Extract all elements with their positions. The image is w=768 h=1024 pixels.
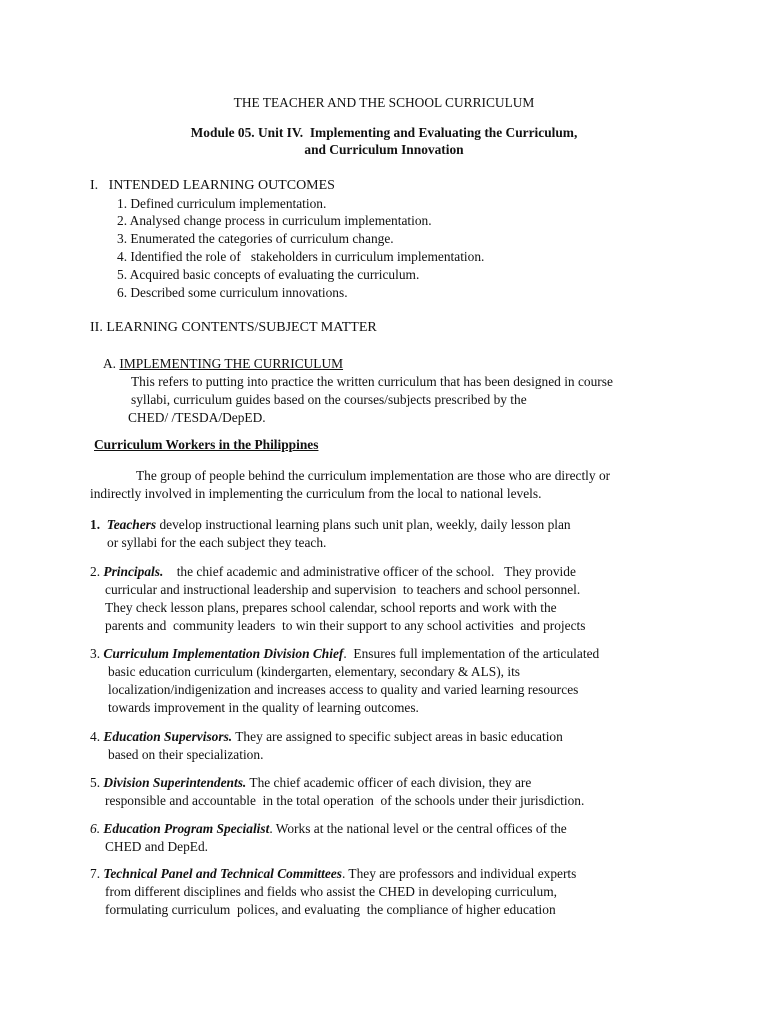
- workers-intro-line: The group of people behind the curriculum implementation are those who are directly or: [136, 468, 611, 483]
- worker-item-program-specialist: [90, 820, 567, 838]
- outcome-item: 6. Described some curriculum innovations.: [117, 285, 348, 300]
- worker-item-division-chief: [90, 645, 599, 663]
- worker-item-division-superintendents: [90, 774, 531, 792]
- outcome-item: 3. Enumerated the categories of curriculum change.: [117, 231, 394, 246]
- worker-item-text-line: based on their specialization.: [108, 747, 264, 762]
- worker-item-text-line: They check lesson plans, prepares school calendar, school reports and work with the: [105, 600, 557, 615]
- worker-item-term: Education Program Specialist: [103, 821, 270, 836]
- worker-item-text: . Ensures full implementation of the articulated: [343, 646, 600, 661]
- document-title: THE TEACHER AND THE SCHOOL CURRICULUM: [233, 95, 535, 110]
- worker-item-text: They are assigned to specific subject areas in basic education: [232, 729, 563, 744]
- worker-item-text: . They are professors and individual experts: [341, 866, 577, 881]
- worker-item-text-line: formulating curriculum polices, and evaluating the compliance of higher education: [105, 902, 556, 917]
- worker-item-number: 6.: [90, 821, 101, 836]
- worker-item-text-line: towards improvement in the quality of learning outcomes.: [108, 700, 419, 715]
- outcome-item: 4. Identified the role of stakeholders in curriculum implementation.: [117, 249, 485, 264]
- worker-item-text-line: basic education curriculum (kindergarten, elementary, secondary & ALS), its: [108, 664, 520, 679]
- contents-heading: II. LEARNING CONTENTS/SUBJECT MATTER: [90, 320, 377, 335]
- worker-item-education-supervisors: [90, 728, 563, 746]
- worker-item-technical-panel: [90, 865, 576, 883]
- worker-item-number: 1.: [90, 517, 101, 532]
- worker-item-term: Division Superintendents.: [103, 775, 247, 790]
- worker-item-text-line: localization/indigenization and increases access to quality and varied learning resources: [108, 682, 579, 697]
- worker-item-principals: [90, 563, 576, 581]
- worker-item-number: 3.: [90, 646, 101, 661]
- worker-item-number: 7.: [90, 866, 101, 881]
- worker-item-number: 4.: [90, 729, 101, 744]
- worker-item-teachers: [90, 516, 571, 534]
- worker-item-term: Teachers: [106, 517, 157, 532]
- outcomes-heading: I. INTENDED LEARNING OUTCOMES: [90, 178, 335, 193]
- subsection-heading: [103, 355, 343, 373]
- worker-item-text-line: responsible and accountable in the total operation of the schools under their jurisdiction.: [105, 793, 585, 808]
- worker-item-text-line: curricular and instructional leadership and supervision to teachers and school personnel.: [105, 582, 581, 597]
- outcome-item: 1. Defined curriculum implementation.: [117, 196, 327, 211]
- worker-item-term: Education Supervisors.: [103, 729, 233, 744]
- outcome-item: 5. Acquired basic concepts of evaluating the curriculum.: [117, 267, 420, 282]
- worker-item-text: develop instructional learning plans such unit plan, weekly, daily lesson plan: [156, 517, 571, 532]
- worker-item-text-line: CHED and DepEd.: [105, 839, 209, 854]
- worker-item-term: Curriculum Implementation Division Chief: [103, 646, 344, 661]
- outcome-item: 2. Analysed change process in curriculum implementation.: [117, 213, 432, 228]
- worker-item-term: Technical Panel and Technical Committees: [103, 866, 342, 881]
- subsection-text-line: CHED/ /TESDA/DepED.: [128, 410, 266, 425]
- worker-item-number: 2.: [90, 564, 101, 579]
- worker-item-term: Principals.: [103, 564, 164, 579]
- module-title-line-1: Module 05. Unit IV. Implementing and Evaluating the Curriculum,: [190, 125, 578, 140]
- module-title-line-2: and Curriculum Innovation: [304, 142, 464, 157]
- worker-item-text-line: from different disciplines and fields who assist the CHED in developing curriculum,: [105, 884, 557, 899]
- worker-item-text-line: or syllabi for the each subject they teach.: [107, 535, 327, 550]
- worker-item-text-line: parents and community leaders to win their support to any school activities and projects: [105, 618, 586, 633]
- subsection-text-line: syllabi, curriculum guides based on the courses/subjects prescribed by the: [131, 392, 527, 407]
- workers-intro-line: indirectly involved in implementing the curriculum from the local to national levels.: [90, 486, 542, 501]
- worker-item-number: 5.: [90, 775, 101, 790]
- subsection-title: IMPLEMENTING THE CURRICULUM: [119, 356, 344, 371]
- worker-item-text: The chief academic officer of each division, they are: [246, 775, 532, 790]
- subsection-text-line: This refers to putting into practice the written curriculum that has been designed in course: [131, 374, 613, 389]
- subsection-letter: A.: [103, 356, 120, 371]
- worker-item-text: . Works at the national level or the central offices of the: [269, 821, 567, 836]
- workers-heading: Curriculum Workers in the Philippines: [94, 437, 319, 452]
- worker-item-text: the chief academic and administrative officer of the school. They provide: [163, 564, 576, 579]
